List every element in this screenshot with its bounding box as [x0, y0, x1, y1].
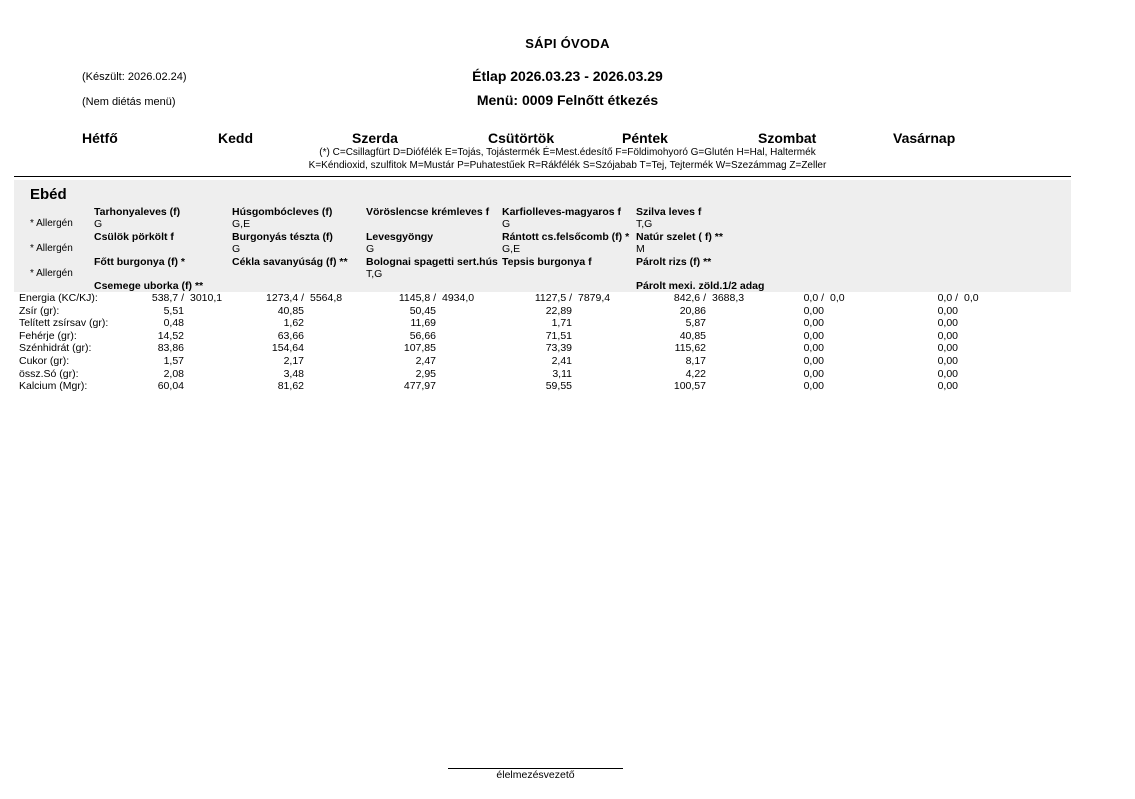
nutrient-value: 154,64: [271, 342, 304, 355]
nutrient-value: 0,00: [803, 317, 824, 330]
signature-label: élelmezésvezető: [496, 769, 575, 781]
weekday-thursday: Csütörtök: [488, 130, 555, 146]
nutrient-value: 2,95: [415, 367, 436, 380]
weekday-friday: Péntek: [622, 130, 668, 146]
prepared-on-note: (Készült: 2026.02.24): [82, 71, 187, 83]
nutrient-label: Zsír (gr):: [19, 304, 60, 317]
nutrient-value: 0,00: [937, 380, 958, 393]
dish-name: Csemege uborka (f) **: [94, 280, 204, 292]
nutrient-value: 40,85: [277, 304, 304, 317]
nutrient-value: 0,00: [937, 342, 958, 355]
nutrient-value: 0,00: [803, 354, 824, 367]
nutrient-value: 0,00: [937, 367, 958, 380]
table-row: [14, 342, 1071, 355]
dish-allergen-codes: T,G: [636, 218, 653, 230]
nutrient-value: 0,00: [803, 304, 824, 317]
nutrient-label: össz.Só (gr):: [19, 367, 79, 380]
dish-name: Karfiolleves-magyaros f: [502, 206, 622, 218]
nutrient-value: 0,0 /: [803, 292, 824, 304]
nutrient-value: 14,52: [157, 329, 184, 342]
nutrient-value: 107,85: [403, 342, 436, 355]
nutrient-value: 63,66: [277, 329, 304, 342]
dish-name: Tarhonyaleves (f): [94, 206, 181, 218]
dish-allergen-codes: G: [366, 243, 375, 255]
nutrient-value: 59,55: [545, 380, 572, 393]
nutrient-label: Szénhidrát (gr):: [19, 342, 92, 355]
diet-note: (Nem diétás menü): [82, 96, 176, 108]
table-row: [14, 380, 1071, 393]
menu-period: Étlap 2026.03.23 - 2026.03.29: [472, 68, 663, 84]
allergen-legend: [0, 146, 1135, 172]
dish-allergen-codes: T,G: [366, 268, 383, 280]
dish-name: Bolognai spagetti sert.hús: [366, 256, 498, 268]
nutrient-value-kj: 3688,3: [712, 292, 745, 304]
nutrient-value: 4,22: [685, 367, 706, 380]
allergen-marker-2: * Allergén: [30, 243, 73, 254]
dish-name: Tepsis burgonya f: [502, 256, 592, 268]
dish-name: Párolt mexi. zöld.1/2 adag: [636, 280, 765, 292]
allergen-marker-3: * Allergén: [30, 268, 73, 279]
nutrient-value: 2,17: [283, 354, 304, 367]
nutrient-value: 73,39: [545, 342, 572, 355]
nutrient-value: 1,71: [551, 317, 572, 330]
dish-name: Cékla savanyúság (f) **: [232, 256, 348, 268]
dish-allergen-codes: G,E: [502, 243, 521, 255]
nutrient-value: 0,48: [163, 317, 184, 330]
nutrient-value: 0,00: [803, 329, 824, 342]
nutrient-value: 22,89: [545, 304, 572, 317]
nutrient-value: 100,57: [673, 380, 706, 393]
table-row: [14, 292, 1071, 305]
nutrient-label: Cukor (gr):: [19, 354, 70, 367]
dish-allergen-codes: G: [232, 243, 241, 255]
table-row: [14, 355, 1071, 368]
nutrient-value-kj: 0,0: [964, 292, 979, 304]
nutrient-value: 0,00: [937, 329, 958, 342]
nutrient-value: 50,45: [409, 304, 436, 317]
dish-name: Főtt burgonya (f) *: [94, 256, 185, 268]
nutrient-value: 2,08: [163, 367, 184, 380]
nutrient-value: 2,47: [415, 354, 436, 367]
nutrient-value: 0,00: [803, 367, 824, 380]
nutrient-value-kj: 4934,0: [442, 292, 475, 304]
allergen-legend-line-1: (*) C=Csillagfürt D=Diófélék E=Tojás, Tojástermék É=Mest.édesítő F=Földimohyoró G=Glutén H=Hal, Haltermék: [319, 147, 816, 158]
nutrient-value: 0,00: [937, 304, 958, 317]
dish-name: Rántott cs.felsőcomb (f) *: [502, 231, 630, 243]
nutrient-value: 5,87: [685, 317, 706, 330]
nutrient-value: 83,86: [157, 342, 184, 355]
allergen-marker-1: * Allergén: [30, 218, 73, 229]
dish-name: Burgonyás tészta (f): [232, 231, 333, 243]
table-row: [14, 305, 1071, 318]
nutrient-label: Kalcium (Mgr):: [19, 380, 88, 393]
weekday-monday: Hétfő: [82, 130, 118, 146]
nutrient-value-kj: 0,0: [830, 292, 845, 304]
nutrient-value: 538,7 /: [151, 292, 184, 304]
dish-allergen-codes: G: [502, 218, 511, 230]
nutrient-value: 0,00: [937, 317, 958, 330]
dish-name: Párolt rizs (f) **: [636, 256, 712, 268]
weekday-wednesday: Szerda: [352, 130, 398, 146]
nutrient-value: 1127,5 /: [534, 292, 572, 304]
dish-allergen-codes: G: [94, 218, 103, 230]
nutrient-value-kj: 3010,1: [190, 292, 223, 304]
nutrient-value: 477,97: [403, 380, 436, 393]
dish-name: Húsgombócleves (f): [232, 206, 333, 218]
table-row: [14, 368, 1071, 381]
nutrient-value: 11,69: [410, 317, 436, 330]
nutrient-value: 842,6 /: [673, 292, 706, 304]
dish-name: Natúr szelet ( f) **: [636, 231, 723, 243]
page-title: SÁPI ÓVODA: [525, 36, 610, 51]
weekday-sunday: Vasárnap: [893, 130, 956, 146]
nutrient-value: 0,00: [937, 354, 958, 367]
dish-name: Szilva leves f: [636, 206, 702, 218]
weekday-tuesday: Kedd: [218, 130, 253, 146]
table-row: [14, 317, 1071, 330]
nutrient-value: 40,85: [679, 329, 706, 342]
nutrient-value: 3,48: [283, 367, 304, 380]
nutrient-value: 20,86: [679, 304, 706, 317]
dish-allergen-codes: M: [636, 243, 645, 255]
nutrient-value: 2,41: [551, 354, 572, 367]
nutrient-value: 115,62: [674, 342, 706, 355]
nutrient-value: 1,62: [283, 317, 304, 330]
nutrient-value-kj: 5564,8: [310, 292, 343, 304]
header-divider: [14, 176, 1071, 177]
nutrient-value: 0,00: [803, 380, 824, 393]
table-row: [14, 330, 1071, 343]
menu-code: Menü: 0009 Felnőtt étkezés: [476, 92, 659, 108]
nutrient-value: 5,51: [163, 304, 184, 317]
nutrient-value: 56,66: [409, 329, 436, 342]
nutrient-value: 1273,4 /: [266, 292, 304, 304]
nutrient-label: Energia (KC/KJ):: [19, 292, 98, 304]
lunch-section: [14, 180, 1071, 292]
nutrient-value: 0,00: [803, 342, 824, 355]
nutrient-label: Fehérje (gr):: [19, 329, 77, 342]
nutrient-value: 0,0 /: [937, 292, 958, 304]
meal-title: Ebéd: [30, 186, 67, 203]
nutrient-value: 60,04: [157, 380, 184, 393]
dish-name: Vöröslencse krémleves f: [366, 206, 490, 218]
dish-name: Csülök pörkölt f: [94, 231, 174, 243]
dish-allergen-codes: G,E: [232, 218, 251, 230]
weekday-saturday: Szombat: [758, 130, 817, 146]
nutrient-label: Telített zsírsav (gr):: [19, 317, 109, 330]
nutrient-value: 8,17: [685, 354, 706, 367]
nutrient-value: 81,62: [277, 380, 304, 393]
nutrient-value: 1,57: [163, 354, 184, 367]
nutrient-value: 1145,8 /: [398, 292, 436, 304]
nutrient-value-kj: 7879,4: [578, 292, 611, 304]
dish-name: Levesgyöngy: [366, 231, 434, 243]
allergen-legend-line-2: K=Kéndioxid, szulfitok M=Mustár P=Puhatestűek R=Rákfélék S=Szójabab T=Tej, Tejtermék W=Szezámmag Z=Zeller: [308, 160, 827, 171]
nutrient-value: 3,11: [552, 367, 572, 380]
nutrient-value: 71,51: [545, 329, 572, 342]
nutrition-table: [14, 292, 1071, 393]
